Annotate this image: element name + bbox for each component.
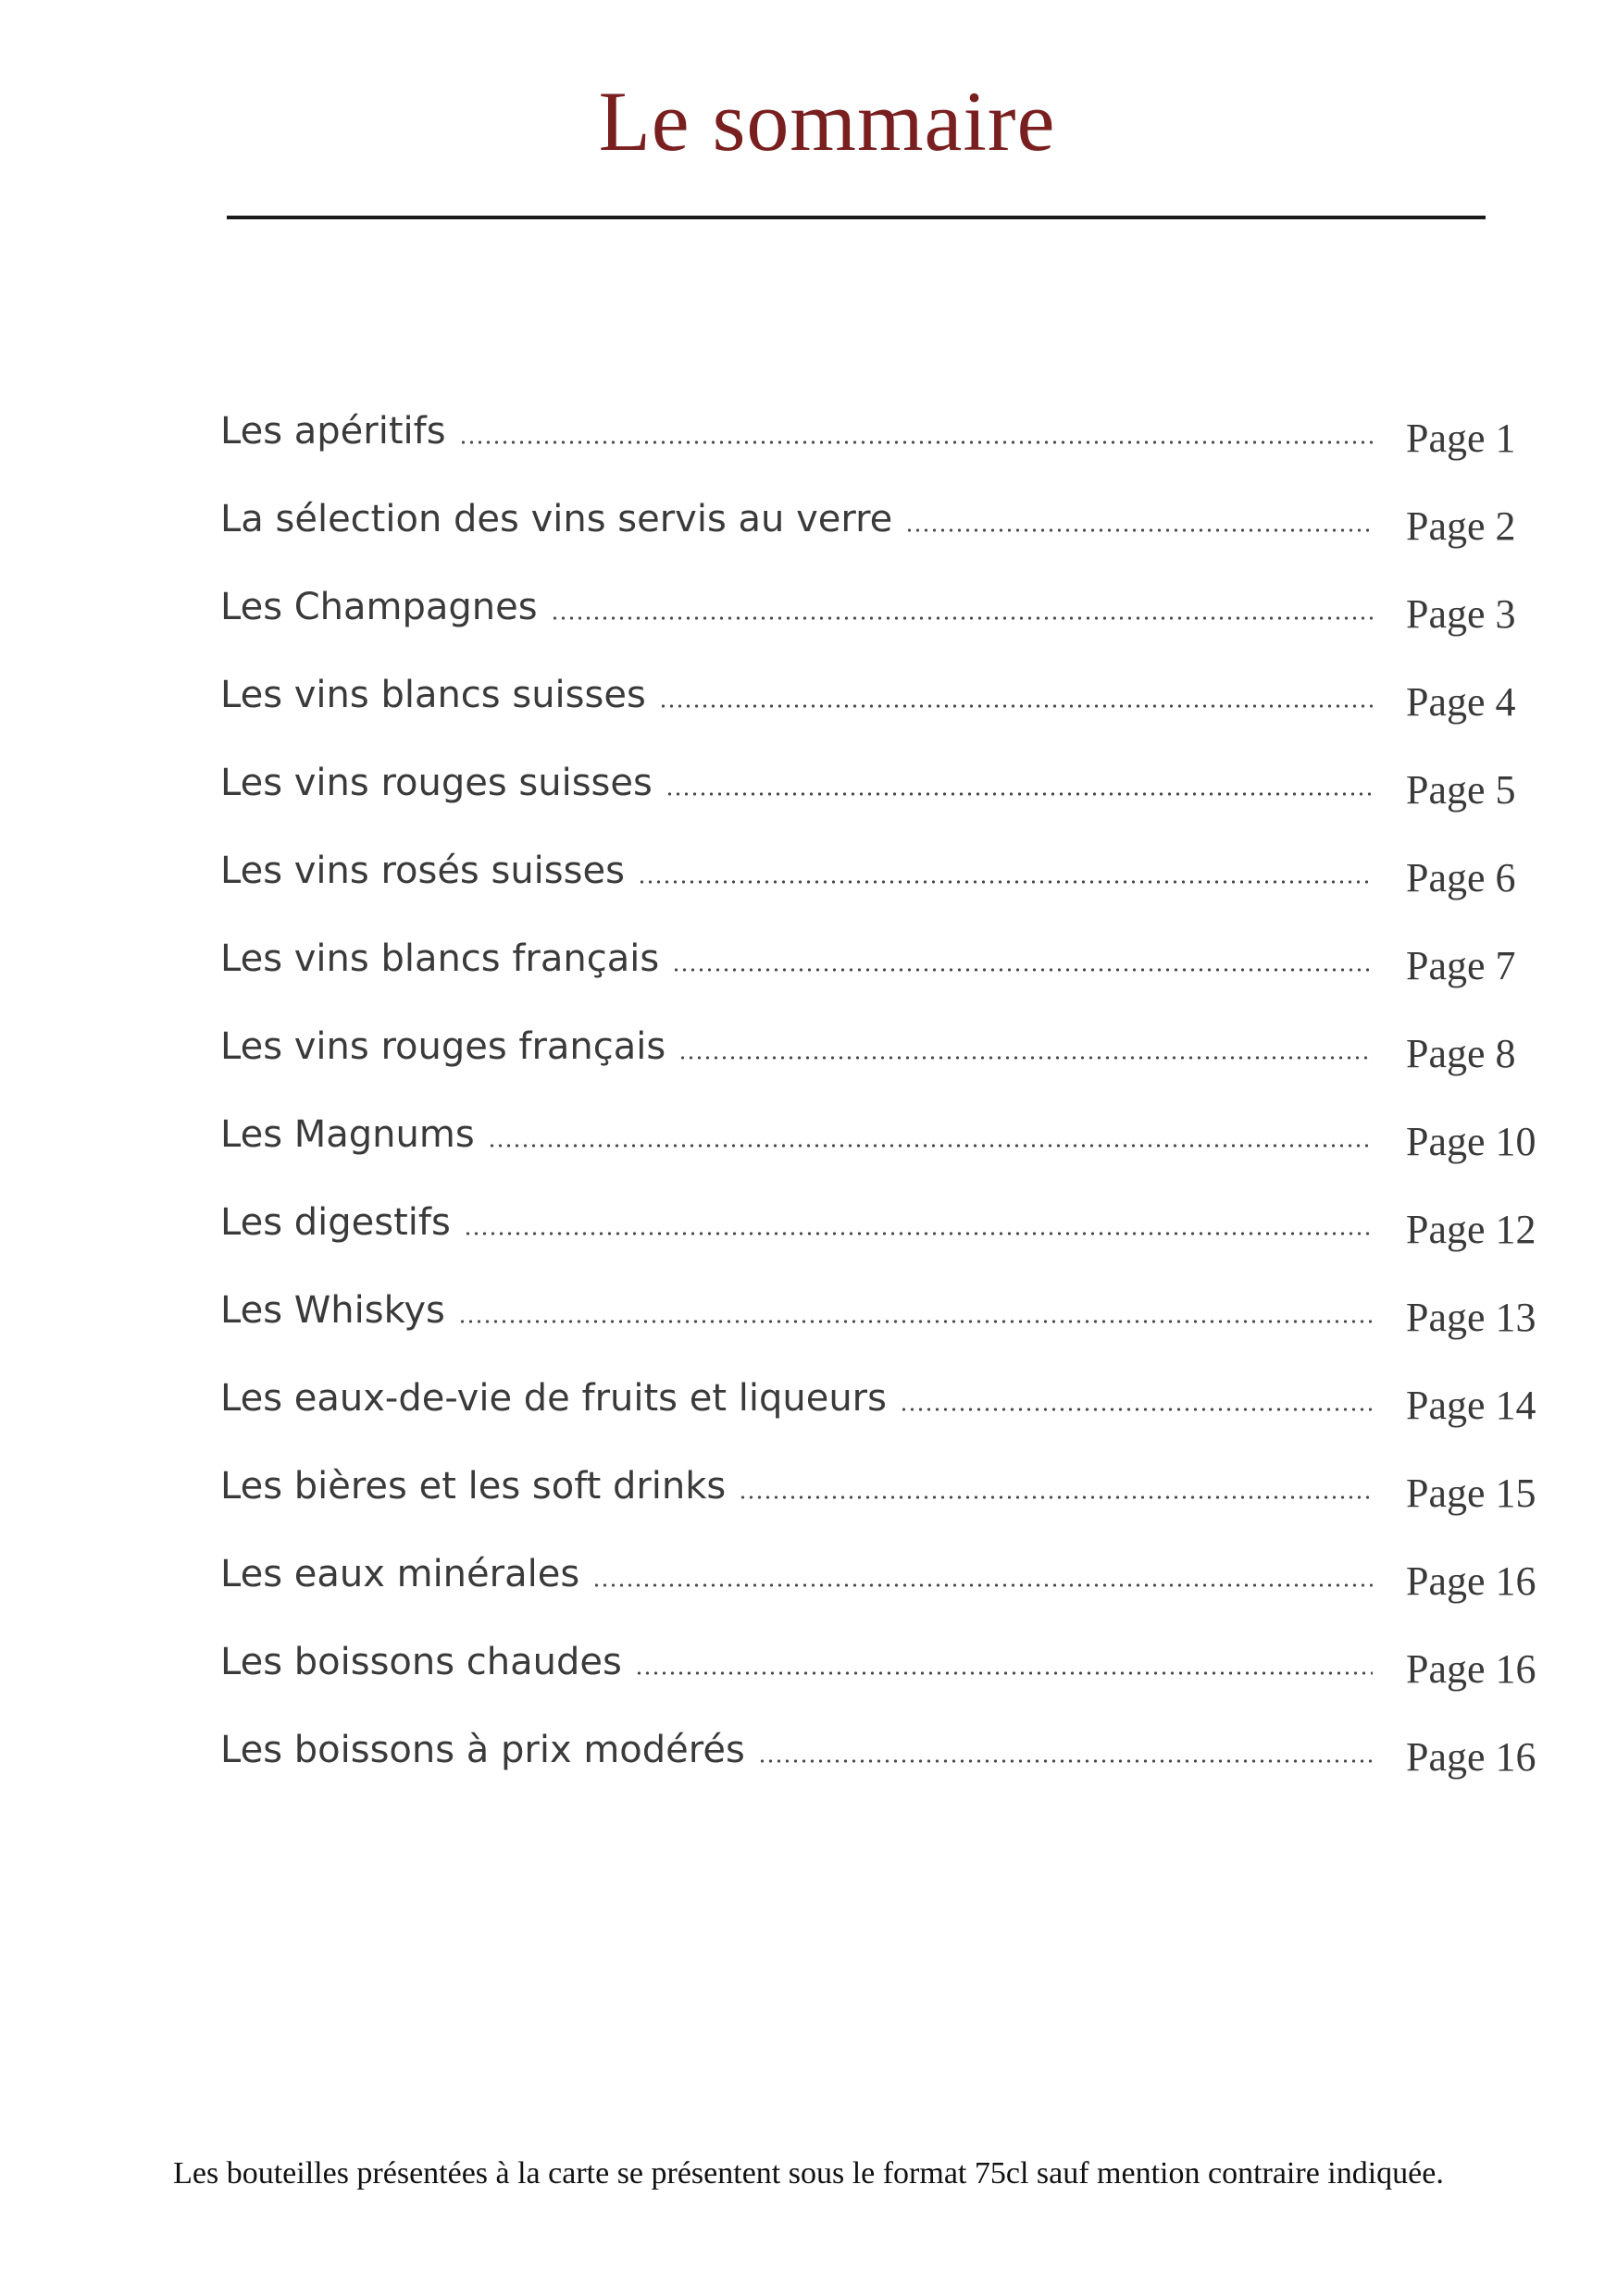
toc-entry[interactable] — [220, 639, 1535, 726]
toc-dot-leader — [592, 1582, 1373, 1589]
toc-entry[interactable] — [220, 1166, 1535, 1254]
toc-entry[interactable] — [220, 902, 1535, 990]
toc-entry[interactable] — [220, 1078, 1535, 1166]
toc-entry[interactable] — [220, 1430, 1535, 1518]
toc-dot-leader — [464, 1230, 1373, 1237]
toc-dot-leader — [635, 1669, 1373, 1677]
toc-entry-page: Page 1 — [1406, 416, 1516, 461]
toc-dot-leader — [638, 878, 1373, 886]
toc-entry-label: Les Whiskys — [220, 1289, 445, 1332]
toc-entry-page: Page 16 — [1406, 1646, 1536, 1692]
toc-entry-label: Les boissons chaudes — [220, 1641, 622, 1683]
toc-entry[interactable] — [220, 990, 1535, 1078]
toc-entry[interactable] — [220, 1342, 1535, 1430]
toc-entry-page: Page 4 — [1406, 679, 1516, 725]
toc-entry-label: Les vins blancs français — [220, 937, 660, 980]
toc-entry-label: Les eaux-de-vie de fruits et liqueurs — [220, 1377, 887, 1420]
toc-entry[interactable] — [220, 551, 1535, 639]
table-of-contents — [220, 375, 1535, 1781]
toc-entry-label: Les vins blancs suisses — [220, 674, 646, 716]
toc-entry-label: Les vins rosés suisses — [220, 850, 625, 892]
toc-entry[interactable] — [220, 1518, 1535, 1606]
toc-entry[interactable] — [220, 814, 1535, 902]
toc-dot-leader — [659, 702, 1373, 710]
toc-dot-leader — [551, 614, 1373, 622]
toc-entry-label: Les bières et les soft drinks — [220, 1465, 727, 1508]
toc-entry[interactable] — [220, 1694, 1535, 1781]
toc-entry-page: Page 12 — [1406, 1207, 1536, 1252]
toc-entry[interactable] — [220, 375, 1535, 463]
toc-dot-leader — [665, 790, 1373, 798]
toc-entry-label: Les vins rouges suisses — [220, 762, 653, 804]
toc-dot-leader — [488, 1142, 1373, 1149]
toc-dot-leader — [905, 527, 1373, 534]
toc-entry-label: Les vins rouges français — [220, 1025, 666, 1068]
toc-entry-page: Page 16 — [1406, 1558, 1536, 1604]
toc-entry[interactable] — [220, 1606, 1535, 1694]
toc-entry[interactable] — [220, 463, 1535, 551]
toc-entry-label: Les Magnums — [220, 1113, 475, 1156]
toc-entry-page: Page 7 — [1406, 943, 1516, 988]
title-divider — [227, 216, 1486, 219]
page-title: Le sommaire — [598, 74, 1056, 168]
toc-entry-page: Page 10 — [1406, 1119, 1536, 1164]
toc-entry-page: Page 6 — [1406, 855, 1516, 900]
toc-entry-label: Les eaux minérales — [220, 1553, 580, 1595]
toc-entry-label: Les boissons à prix modérés — [220, 1729, 745, 1771]
toc-entry-page: Page 15 — [1406, 1471, 1536, 1516]
format-footnote: Les bouteilles présentées à la carte se présentent sous le format 75cl sauf mention contraire indiquée. — [173, 2156, 1444, 2191]
toc-dot-leader — [459, 439, 1373, 446]
toc-entry-page: Page 2 — [1406, 503, 1516, 549]
toc-entry-label: Les apéritifs — [220, 410, 446, 453]
toc-dot-leader — [900, 1406, 1373, 1413]
toc-entry-page: Page 8 — [1406, 1031, 1516, 1076]
toc-entry[interactable] — [220, 1254, 1535, 1342]
toc-dot-leader — [678, 1054, 1373, 1061]
toc-dot-leader — [458, 1318, 1373, 1325]
toc-entry-page: Page 16 — [1406, 1734, 1536, 1780]
toc-dot-leader — [739, 1494, 1373, 1501]
toc-entry-page: Page 5 — [1406, 767, 1516, 813]
toc-entry-page: Page 3 — [1406, 591, 1516, 637]
toc-dot-leader — [672, 966, 1373, 974]
toc-entry-page: Page 13 — [1406, 1295, 1536, 1340]
toc-entry-label: Les Champagnes — [220, 586, 538, 628]
toc-entry-label: Les digestifs — [220, 1201, 451, 1244]
toc-entry-label: La sélection des vins servis au verre — [220, 498, 893, 540]
toc-entry-page: Page 14 — [1406, 1383, 1536, 1428]
toc-dot-leader — [758, 1757, 1373, 1765]
toc-entry[interactable] — [220, 726, 1535, 814]
